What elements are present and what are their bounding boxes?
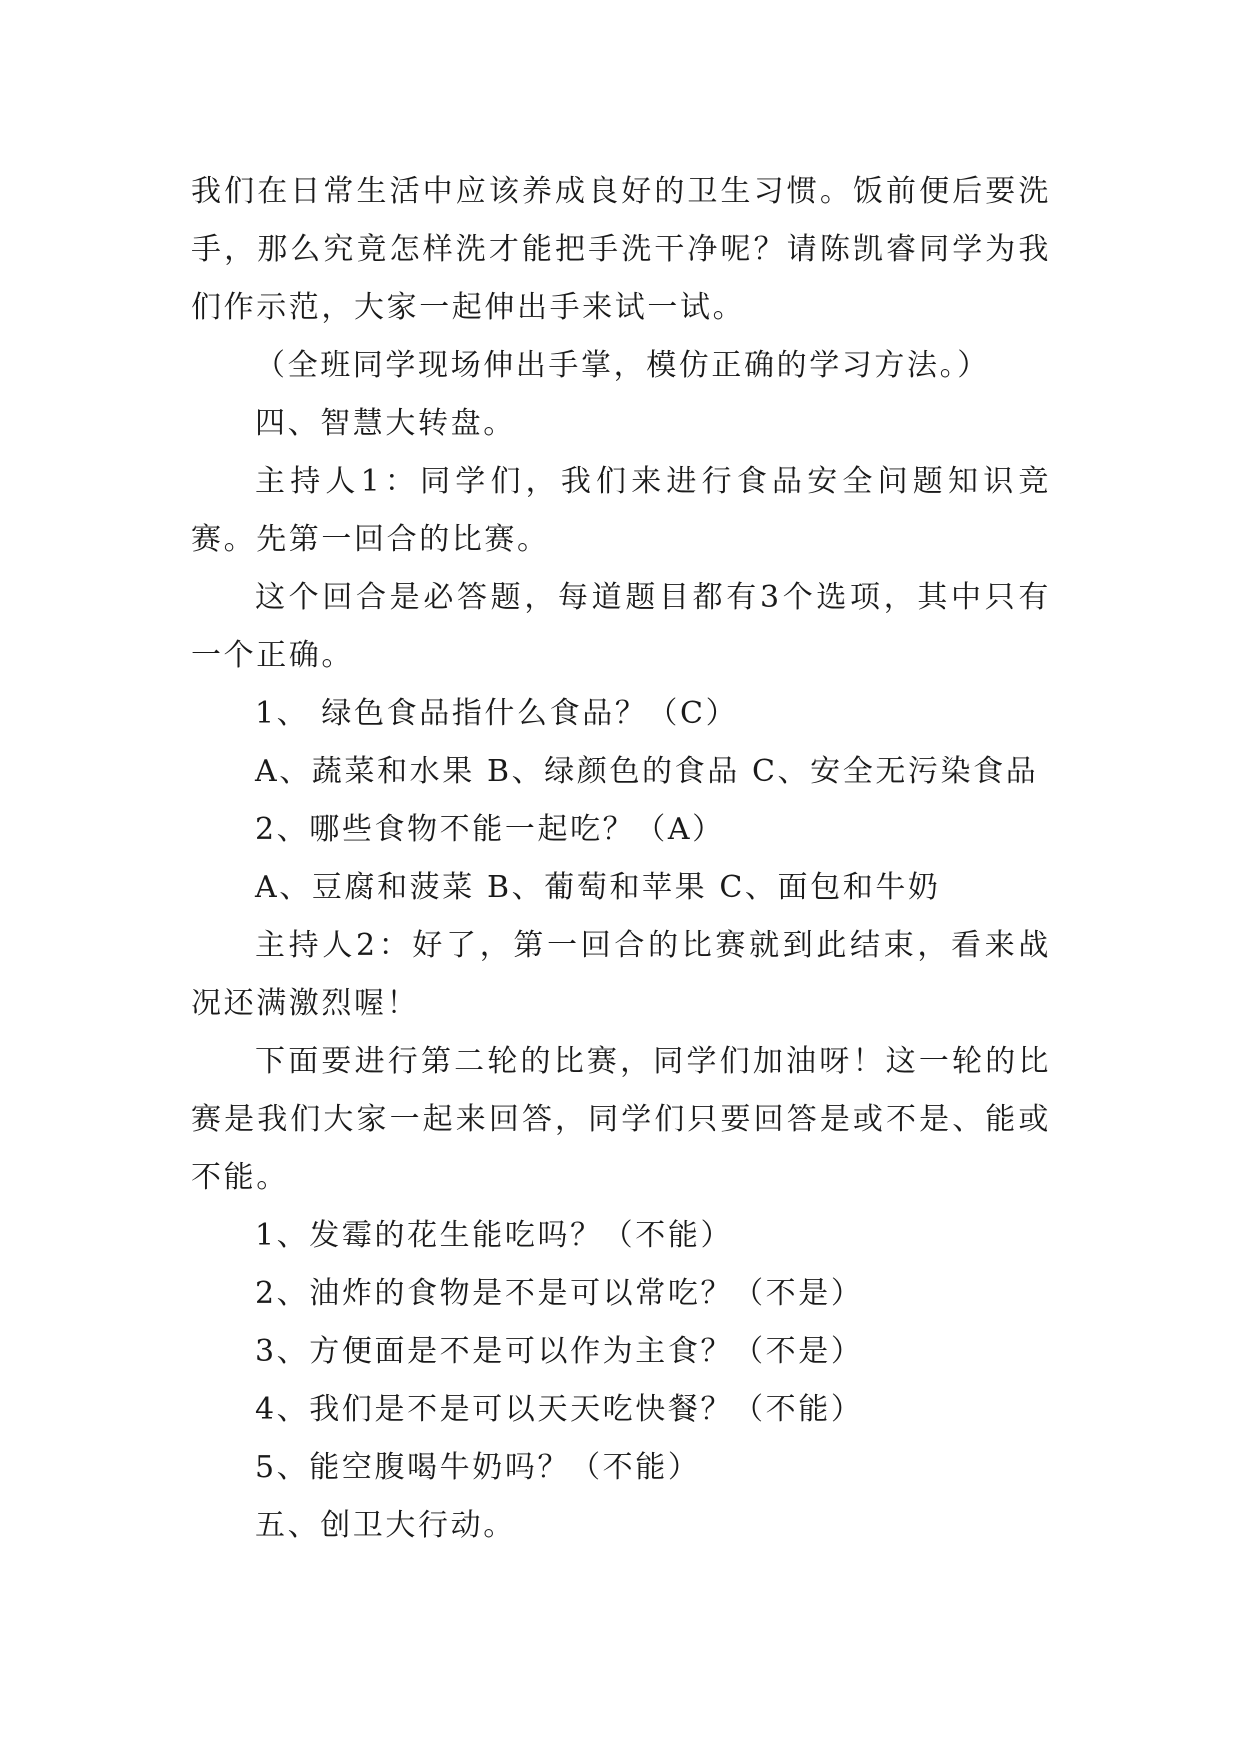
paragraph-handwashing: 我们在日常生活中应该养成良好的卫生习惯。饭前便后要洗手，那么究竟怎样洗才能把手洗干净呢？请陈凯睿同学为我们作示范，大家一起伸出手来试一试。: [191, 174, 1051, 325]
paragraph-class-action: （全班同学现场伸出手掌，模仿正确的学习方法。）: [255, 348, 990, 383]
question-1: 1、 绿色食品指什么食品？（C）: [255, 696, 739, 731]
paragraph-host2-summary: 主持人2：好了，第一回合的比赛就到此结束，看来战况还满激烈喔！: [191, 928, 1051, 1021]
paragraph-round2-intro: 下面要进行第二轮的比赛，同学们加油呀！这一轮的比赛是我们大家一起来回答，同学们只要回答是或不是、能或不能。: [191, 1044, 1051, 1195]
paragraph-round-rules: 这个回合是必答题，每道题目都有3个选项，其中只有一个正确。: [191, 580, 1051, 673]
round2-question-4: 4、我们是不是可以天天吃快餐？（不能）: [255, 1392, 864, 1427]
question-2-options: A、豆腐和菠菜 B、葡萄和苹果 C、面包和牛奶: [255, 870, 941, 905]
section-heading-sanitation-action: 五、创卫大行动。: [255, 1508, 516, 1543]
round2-question-2: 2、油炸的食物是不是可以常吃？（不是）: [255, 1276, 864, 1311]
paragraph-host1-intro: 主持人1：同学们，我们来进行食品安全问题知识竞赛。先第一回合的比赛。: [191, 464, 1051, 557]
round2-question-1: 1、发霉的花生能吃吗？（不能）: [255, 1218, 734, 1253]
round2-question-3: 3、方便面是不是可以作为主食？（不是）: [255, 1334, 864, 1369]
question-2: 2、哪些食物不能一起吃？（A）: [255, 812, 725, 847]
section-heading-wisdom-wheel: 四、智慧大转盘。: [255, 406, 516, 441]
round2-question-5: 5、能空腹喝牛奶吗？（不能）: [255, 1450, 701, 1485]
question-1-options: A、蔬菜和水果 B、绿颜色的食品 C、安全无污染食品: [255, 754, 1039, 789]
document-body: [191, 163, 1051, 1555]
